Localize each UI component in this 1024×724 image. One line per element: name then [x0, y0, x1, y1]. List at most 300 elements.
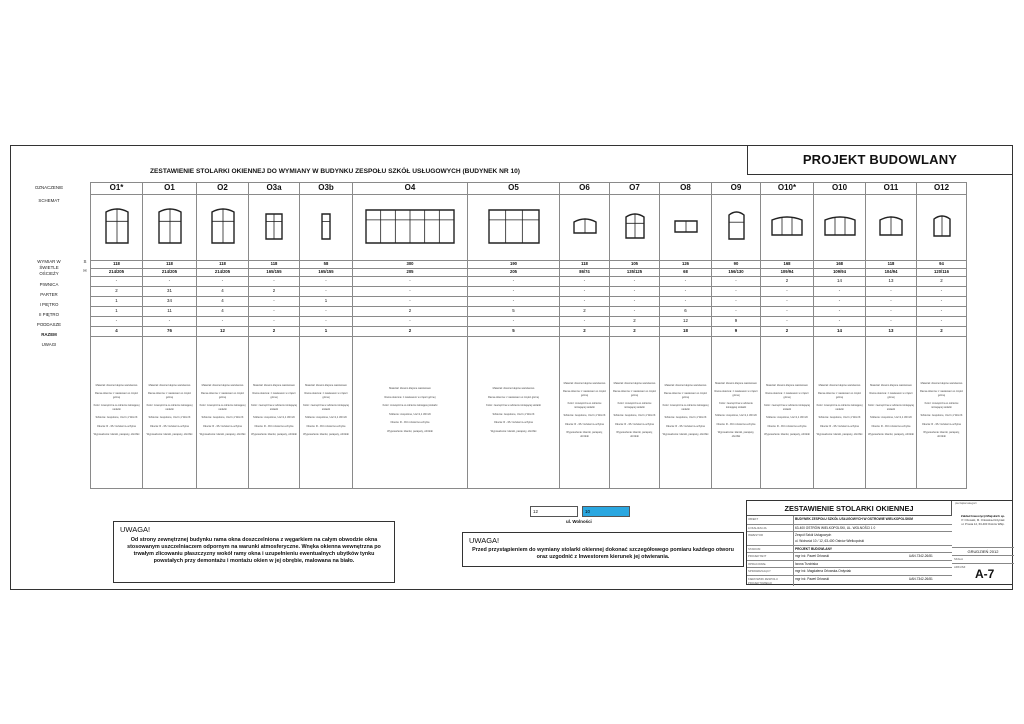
window-notes-6 [468, 337, 560, 489]
window-notes-9 [660, 337, 712, 489]
window-drawing-icon [572, 218, 598, 236]
count-poddasze-3: - [249, 317, 300, 327]
tb-stad-value: PROJEKT BUDOWLANY [795, 547, 833, 551]
count-poddasze-9: 12 [660, 317, 712, 327]
note-box-right [462, 532, 744, 567]
office-stamp-line1: Zakład Inwestycji Miejskich sp. [960, 514, 1006, 518]
tb-row-sprawdzajacy [747, 568, 952, 576]
window-spec-text [712, 380, 760, 446]
window-schema-10 [712, 195, 761, 261]
spec-okucia: Okucia: R - RU rozwierno-uchylne [614, 422, 655, 426]
label-wymiar-2: ŚWIETLE [39, 265, 59, 270]
window-spec-text [866, 382, 916, 444]
window-notes-11 [761, 337, 814, 489]
count-razem-3: 2 [249, 327, 300, 337]
count-ii_pietro-11: - [761, 307, 814, 317]
count-poddasze-10: 9 [712, 317, 761, 327]
window-width-9: 126 [660, 261, 712, 269]
window-drawing-icon [770, 216, 804, 238]
spec-okucia: Okucia: R - RU rozwierno-uchylne [390, 421, 430, 424]
spec-szklenie: Szklenie: zespolone, Uw=1,1 W/m²K [492, 412, 535, 416]
window-height-3: 165/155 [249, 269, 300, 277]
window-height-6: 205 [468, 269, 560, 277]
spec-okucia: Okucia: R - RU rozwierno-uchylne [202, 424, 243, 428]
count-parter-10: - [712, 287, 761, 297]
count-i_pietro-9: - [660, 297, 712, 307]
label-h: H [83, 268, 87, 273]
tb-kier-key: KIEROWNIK ZESPOŁU PROJEKTOWEGO [748, 577, 778, 585]
window-height-8: 135/125 [610, 269, 660, 277]
window-spec-text [761, 382, 813, 444]
spec-material: Materiał: drewno klejone warstwowo [253, 383, 295, 387]
count-piwnica-13: 13 [866, 277, 917, 287]
project-stage-title: PROJEKT BUDOWLANY [747, 145, 1013, 175]
window-id-9: O8 [660, 183, 712, 195]
count-poddasze-1: - [143, 317, 197, 327]
count-piwnica-12: 14 [814, 277, 866, 287]
window-height-9: 68 [660, 269, 712, 277]
spec-material: Materiał: drewno klejone warstwowo [563, 381, 606, 385]
window-height-7: 86/74 [560, 269, 610, 277]
spec-szklenie: Szklenie: zespolone, Uw=1,1 W/m²K [388, 412, 432, 416]
window-width-12: 168 [814, 261, 866, 269]
spec-okucia: Okucia: R - RU rozwierno-uchylne [716, 422, 756, 426]
label-parter: PARTER [40, 292, 58, 297]
spec-material: Materiał: drewno klejone warstwowo [818, 383, 861, 387]
title-block-top-note: pieczątka kategorii [955, 502, 977, 505]
spec-wyposazenie: Wyposażenie: klamki, parapety, obróbki [923, 431, 960, 438]
window-drawing-icon [624, 213, 646, 241]
spec-okucia: Okucia: R - RU rozwierno-uchylne [921, 422, 962, 426]
count-i_pietro-2: 4 [197, 297, 249, 307]
count-i_pietro-7: - [560, 297, 610, 307]
window-schema-12 [814, 195, 866, 261]
count-i_pietro-3: - [249, 297, 300, 307]
spec-material: Materiał: drewno klejone warstwowo [95, 383, 138, 387]
count-poddasze-8: 2 [610, 317, 660, 327]
count-razem-10: 9 [712, 327, 761, 337]
count-razem-7: 2 [560, 327, 610, 337]
window-id-4: O3b [300, 183, 353, 195]
count-ii_pietro-9: 6 [660, 307, 712, 317]
window-spec-text [91, 382, 142, 444]
spec-szklenie: Szklenie: zespolone, Uw=1,1 W/m²K [818, 416, 861, 419]
window-id-0: O1* [91, 183, 143, 195]
spec-szklenie: Szklenie: zespolone, Uw=1,1 W/m²K [148, 416, 191, 419]
count-i_pietro-12: - [814, 297, 866, 307]
spec-rama: Rama okienna: z nawiewem w części górnej [201, 392, 244, 399]
spec-rama: Rama okienna: z nawiewem w części górnej [765, 392, 809, 399]
spec-rama: Rama okienna: z nawiewem w części górnej [664, 392, 707, 399]
title-block-heading: ZESTAWIENIE STOLARKI OKIENNEJ [747, 501, 952, 516]
window-id-12: O10 [814, 183, 866, 195]
window-width-11: 168 [761, 261, 814, 269]
count-i_pietro-13: - [866, 297, 917, 307]
tb-row-obiekt [747, 516, 952, 525]
spec-kolor: Kolor: zewnętrzna w odcieniu istniejącej stolarki [303, 404, 349, 411]
spec-wyposazenie: Wyposażenie: klamki, parapety, obróbki [616, 431, 653, 438]
spec-kolor: Kolor: zewnętrzna w odcieniu istniejącej stolarki [146, 404, 193, 411]
spec-szklenie: Szklenie: zespolone, Uw=1,1 W/m²K [95, 416, 138, 419]
spec-okucia: Okucia: R - RU rozwierno-uchylne [665, 424, 706, 428]
notes-row [91, 337, 967, 489]
window-drawing-icon [157, 208, 183, 246]
count-razem-0: 4 [91, 327, 143, 337]
spec-kolor: Kolor: zewnętrzna w odcieniu istniejącej stolarki [924, 402, 959, 409]
tb-obiekt-key: OBIEKT [748, 517, 759, 521]
spec-okucia: Okucia: R - RU rozwierno-uchylne [149, 424, 190, 428]
count-razem-8: 2 [610, 327, 660, 337]
spec-wyposazenie: Wyposażenie: klamki, parapety, obróbki [146, 433, 193, 436]
window-schema-2 [197, 195, 249, 261]
spec-kolor: Kolor: zewnętrzna w odcieniu istniejącej stolarki [719, 402, 753, 409]
spec-kolor: Kolor: zewnętrzna w odcieniu istniejącej stolarki [816, 404, 863, 411]
count-piwnica-2: - [197, 277, 249, 287]
count-ii_pietro-7: 2 [560, 307, 610, 317]
count-parter-9: - [660, 287, 712, 297]
spec-wyposazenie: Wyposażenie: klamki, parapety, obróbki [566, 431, 603, 438]
window-width-7: 118 [560, 261, 610, 269]
count-poddasze-2: - [197, 317, 249, 327]
window-width-14: 94 [917, 261, 967, 269]
count-piwnica-6: - [468, 277, 560, 287]
note-right-title: UWAGA! [469, 536, 500, 545]
window-schema-5 [353, 195, 468, 261]
spec-okucia: Okucia: R - RU rozwierno-uchylne [254, 424, 294, 428]
spec-okucia: Okucia: R - RU rozwierno-uchylne [871, 424, 911, 428]
window-id-11: O10* [761, 183, 814, 195]
count-row-piwnica [91, 277, 967, 287]
window-id-13: O11 [866, 183, 917, 195]
window-notes-2 [197, 337, 249, 489]
dimension-s-row [91, 261, 967, 269]
count-razem-6: 5 [468, 327, 560, 337]
count-row-ii_pietro [91, 307, 967, 317]
spec-szklenie: Szklenie: zespolone, Uw=1,1 W/m²K [714, 414, 758, 418]
spec-rama: Rama okienna: z nawiewem w części górnej [95, 392, 138, 399]
spec-rama: Rama okienna: z nawiewem w części górnej [148, 392, 191, 399]
label-razem: RAZEM [41, 332, 57, 337]
spec-wyposazenie: Wyposażenie: klamki, parapety, obróbki [764, 433, 810, 436]
count-poddasze-0: - [91, 317, 143, 327]
office-stamp-line3: ul. Prosta 12, 63-400 Ostrów Wlkp. [961, 521, 1005, 526]
spec-okucia: Okucia: R - RU rozwierno-uchylne [819, 424, 860, 428]
count-razem-13: 13 [866, 327, 917, 337]
count-poddasze-14: - [917, 317, 967, 327]
window-notes-3 [249, 337, 300, 489]
window-spec-text [560, 380, 609, 446]
window-drawing-icon [932, 215, 952, 239]
window-id-3: O3a [249, 183, 300, 195]
count-ii_pietro-5: 2 [353, 307, 468, 317]
count-i_pietro-11: - [761, 297, 814, 307]
count-piwnica-4: - [300, 277, 353, 287]
count-razem-12: 14 [814, 327, 866, 337]
spec-rama: Rama okienna: z nawiewem w części górnej [613, 390, 656, 397]
window-height-0: 214/205 [91, 269, 143, 277]
window-width-1: 118 [143, 261, 197, 269]
tb-row-kierownik [747, 576, 952, 586]
window-notes-7 [560, 337, 610, 489]
count-piwnica-8: - [610, 277, 660, 287]
window-drawing-icon [673, 219, 699, 235]
tb-skala-key: SKALA [952, 555, 1014, 563]
count-piwnica-1: - [143, 277, 197, 287]
window-id-14: O12 [917, 183, 967, 195]
window-drawing-icon [104, 208, 130, 246]
count-parter-13: - [866, 287, 917, 297]
count-parter-5: - [353, 287, 468, 297]
count-parter-2: 4 [197, 287, 249, 297]
window-width-5: 300 [353, 261, 468, 269]
window-height-5: 205 [353, 269, 468, 277]
window-width-6: 190 [468, 261, 560, 269]
count-ii_pietro-3: - [249, 307, 300, 317]
window-schema-4 [300, 195, 353, 261]
window-drawing-icon [264, 212, 284, 242]
tb-lok-value: 63-400 OSTRÓW WIELKOPOLSKI, UL. WOLNOŚCI 1 0 [795, 526, 876, 530]
count-poddasze-12: - [814, 317, 866, 327]
spec-wyposazenie: Wyposażenie: klamki, parapety, obróbki [717, 431, 755, 438]
count-row-poddasze [91, 317, 967, 327]
count-poddasze-7: - [560, 317, 610, 327]
window-spec-text [300, 382, 352, 444]
window-schema-6 [468, 195, 560, 261]
window-schema-0 [91, 195, 143, 261]
count-i_pietro-8: - [610, 297, 660, 307]
window-notes-4 [300, 337, 353, 489]
note-right-text: Przed przystąpieniem do wymiany stolarki okiennej dokonać szczegółowego pomiaru każdego otworu oraz uzgodnić z Inwestorem kierunek jej otwierania. [472, 547, 734, 561]
spec-okucia: Okucia: R - RU rozwierno-uchylne [564, 422, 605, 426]
tb-stad-key: STADIUM [748, 547, 761, 551]
window-spec-text [249, 382, 299, 444]
spec-szklenie: Szklenie: zespolone, Uw=1,1 W/m²K [613, 414, 656, 418]
office-stamp-line2: P. Orlowski, M. Orlowska-Ordyniak [961, 517, 1005, 522]
spec-kolor: Kolor: zewnętrzna w odcieniu istniejącej stolarki [199, 404, 246, 411]
window-spec-text [917, 380, 966, 446]
window-spec-text [660, 382, 711, 444]
table-title: ZESTAWIENIE STOLARKI OKIENNEJ DO WYMIANY W BUDYNKU ZESPOŁU SZKÓŁ USŁUGOWYCH (BUDYNEK NR 10) [150, 168, 520, 175]
count-parter-12: - [814, 287, 866, 297]
tb-row-opracowal [747, 561, 952, 568]
window-schema-8 [610, 195, 660, 261]
spec-material: Materiał: drewno klejone warstwowo [715, 381, 757, 385]
spec-okucia: Okucia: R - RU rozwierno-uchylne [767, 424, 807, 428]
spec-material: Materiał: drewno klejone warstwowo [148, 383, 191, 387]
tb-kier-value: mgr inż. Paweł Orlowski [795, 577, 830, 581]
legend-building-10: 10 [582, 506, 630, 517]
legend-street-caption: ul. Wolności [566, 519, 592, 524]
window-height-4: 165/155 [300, 269, 353, 277]
spec-kolor: Kolor: zewnętrzna w odcieniu istniejącej stolarki [764, 404, 810, 411]
count-poddasze-5: - [353, 317, 468, 327]
sheet-number: A-7 [975, 567, 995, 581]
window-spec-text [610, 380, 659, 446]
count-ii_pietro-2: 4 [197, 307, 249, 317]
window-spec-text [143, 382, 196, 444]
count-razem-5: 2 [353, 327, 468, 337]
window-drawing-icon [320, 212, 332, 242]
tb-row-stadium [747, 546, 952, 553]
note-left-title: UWAGA! [120, 525, 151, 534]
spec-rama: Rama okienna: z nawiewem w części górnej [304, 392, 348, 399]
spec-szklenie: Szklenie: zespolone, Uw=1,1 W/m²K [201, 416, 244, 419]
spec-szklenie: Szklenie: zespolone, Uw=1,1 W/m²K [664, 416, 707, 419]
spec-rama: Rama okienna: z nawiewem w części górnej [818, 392, 861, 399]
window-spec-text [814, 382, 865, 444]
count-row-parter [91, 287, 967, 297]
spec-okucia: Okucia: R - RU rozwierno-uchylne [96, 424, 137, 428]
spec-material: Materiał: drewno klejone warstwowo [870, 383, 912, 387]
spec-material: Materiał: drewno klejone warstwowo [766, 383, 808, 387]
window-width-8: 105 [610, 261, 660, 269]
window-width-13: 118 [866, 261, 917, 269]
spec-material: Materiał: drewno klejone warstwowo [664, 383, 707, 387]
count-ii_pietro-12: - [814, 307, 866, 317]
spec-material: Materiał: drewno klejone warstwowo [613, 381, 656, 385]
label-ii-pietro: II PIĘTRO [38, 312, 59, 317]
tb-opr-key: OPRACOWAŁ [748, 562, 767, 566]
spec-rama: Rama okienna: z nawiewem w części górnej [563, 390, 606, 397]
spec-wyposazenie: Wyposażenie: klamki, parapety, obróbki [490, 429, 537, 433]
count-i_pietro-14: - [917, 297, 967, 307]
count-ii_pietro-13: - [866, 307, 917, 317]
label-oznaczenie: OZNACZENIE [34, 185, 64, 190]
count-razem-4: 1 [300, 327, 353, 337]
window-notes-10 [712, 337, 761, 489]
count-i_pietro-5: - [353, 297, 468, 307]
spec-szklenie: Szklenie: zespolone, Uw=1,1 W/m²K [304, 416, 348, 419]
window-width-3: 118 [249, 261, 300, 269]
window-schema-1 [143, 195, 197, 261]
spec-material: Materiał: drewno klejone warstwowo [305, 383, 347, 387]
tb-date: GRUDZIEŃ 2012 [952, 547, 1014, 555]
count-piwnica-0: - [91, 277, 143, 287]
header-row [91, 183, 967, 195]
spec-material: Materiał: drewno klejone warstwowo [201, 383, 244, 387]
spec-szklenie: Szklenie: zespolone, Uw=1,1 W/m²K [869, 416, 913, 419]
spec-wyposazenie: Wyposażenie: klamki, parapety, obróbki [251, 433, 297, 436]
label-uwagi: UWAGI [41, 342, 57, 347]
window-notes-13 [866, 337, 917, 489]
spec-kolor: Kolor: zewnętrzna w odcieniu istniejącej stolarki [382, 404, 438, 407]
count-ii_pietro-1: 11 [143, 307, 197, 317]
label-s: S [83, 259, 87, 264]
count-piwnica-9: - [660, 277, 712, 287]
tb-opr-value: Iwona Trzcińska [795, 562, 818, 566]
tb-proj-value: mgr inż. Paweł Orlowski [795, 554, 830, 558]
spec-szklenie: Szklenie: zespolone, Uw=1,1 W/m²K [765, 416, 809, 419]
tb-row-inwestor [747, 532, 952, 546]
label-schemat: SCHEMAT [38, 198, 60, 203]
window-notes-5 [353, 337, 468, 489]
count-poddasze-11: - [761, 317, 814, 327]
tb-inw-value-2: ul. Wolności 10 / 12, 63-400 Ostrów Wielkopolski [795, 539, 865, 543]
spec-rama: Rama okienna: z nawiewem w części górnej [488, 395, 539, 399]
window-drawing-icon [823, 216, 857, 238]
window-spec-text [197, 382, 248, 444]
spec-rama: Rama okienna: z nawiewem w części górnej [714, 390, 758, 397]
tb-spr-value: mgr inż. Magdalena Orlowska-Ordyniak [795, 569, 851, 573]
window-width-10: 90 [712, 261, 761, 269]
count-ii_pietro-4: - [300, 307, 353, 317]
count-i_pietro-1: 34 [143, 297, 197, 307]
count-piwnica-11: 2 [761, 277, 814, 287]
tb-proj-number: UAN.7342-26/81 [909, 554, 933, 558]
spec-okucia: Okucia: R - RU rozwierno-uchylne [493, 421, 534, 424]
count-ii_pietro-8: - [610, 307, 660, 317]
count-poddasze-4: - [300, 317, 353, 327]
count-parter-0: 2 [91, 287, 143, 297]
count-poddasze-13: - [866, 317, 917, 327]
spec-wyposazenie: Wyposażenie: klamki, parapety, obróbki [303, 433, 349, 436]
count-razem-1: 76 [143, 327, 197, 337]
window-height-1: 214/205 [143, 269, 197, 277]
window-height-12: 109/94 [814, 269, 866, 277]
count-razem-11: 2 [761, 327, 814, 337]
window-id-8: O7 [610, 183, 660, 195]
label-poddasze: PODDASZE [36, 322, 62, 327]
spec-material: Materiał: drewno klejone warstwowo [492, 387, 535, 390]
count-piwnica-7: - [560, 277, 610, 287]
count-i_pietro-4: 1 [300, 297, 353, 307]
spec-material: Materiał: drewno klejone warstwowo [920, 381, 963, 385]
window-height-13: 104/94 [866, 269, 917, 277]
window-schema-13 [866, 195, 917, 261]
window-width-0: 118 [91, 261, 143, 269]
window-drawing-icon [878, 216, 904, 238]
spec-kolor: Kolor: zewnętrzna w odcieniu istniejącej stolarki [251, 404, 297, 411]
spec-wyposazenie: Wyposażenie: klamki, parapety, obróbki [387, 429, 433, 433]
count-piwnica-14: 2 [917, 277, 967, 287]
spec-kolor: Kolor: zewnętrzna w odcieniu istniejącej stolarki [868, 404, 914, 411]
window-id-5: O4 [353, 183, 468, 195]
window-id-2: O2 [197, 183, 249, 195]
window-schedule-table [90, 182, 967, 489]
spec-szklenie: Szklenie: zespolone, Uw=1,1 W/m²K [252, 416, 296, 419]
spec-wyposazenie: Wyposażenie: klamki, parapety, obróbki [662, 433, 709, 436]
count-parter-4: - [300, 287, 353, 297]
note-box-left [113, 521, 395, 583]
count-i_pietro-10: - [712, 297, 761, 307]
count-piwnica-3: - [249, 277, 300, 287]
spec-kolor: Kolor: zewnętrzna w odcieniu istniejącej stolarki [567, 402, 602, 409]
label-piwnica: PIWNICA [39, 282, 59, 287]
tb-spr-key: SPRAWDZAJĄCY [748, 569, 771, 573]
window-notes-12 [814, 337, 866, 489]
window-id-1: O1 [143, 183, 197, 195]
spec-material: Materiał: drewno klejone warstwowo [389, 387, 431, 390]
spec-wyposazenie: Wyposażenie: klamki, parapety, obróbki [199, 433, 246, 436]
spec-wyposazenie: Wyposażenie: klamki, parapety, obróbki [816, 433, 863, 436]
count-ii_pietro-0: 1 [91, 307, 143, 317]
window-spec-text [353, 385, 467, 440]
spec-rama: Rama okienna: z nawiewem w części górnej [869, 392, 913, 399]
window-id-6: O5 [468, 183, 560, 195]
count-parter-1: 31 [143, 287, 197, 297]
label-wymiar-3: OŚCIEŻY [39, 271, 59, 276]
window-drawing-icon [487, 208, 541, 246]
window-height-14: 120/116 [917, 269, 967, 277]
window-notes-14 [917, 337, 967, 489]
count-piwnica-10: - [712, 277, 761, 287]
count-ii_pietro-10: - [712, 307, 761, 317]
window-schema-14 [917, 195, 967, 261]
tb-inw-value-1: Zespół Szkół Usługowych [795, 533, 832, 537]
window-spec-text [468, 385, 559, 440]
tb-row-projektant [747, 553, 952, 561]
spec-wyposazenie: Wyposażenie: klamki, parapety, obróbki [868, 433, 914, 436]
